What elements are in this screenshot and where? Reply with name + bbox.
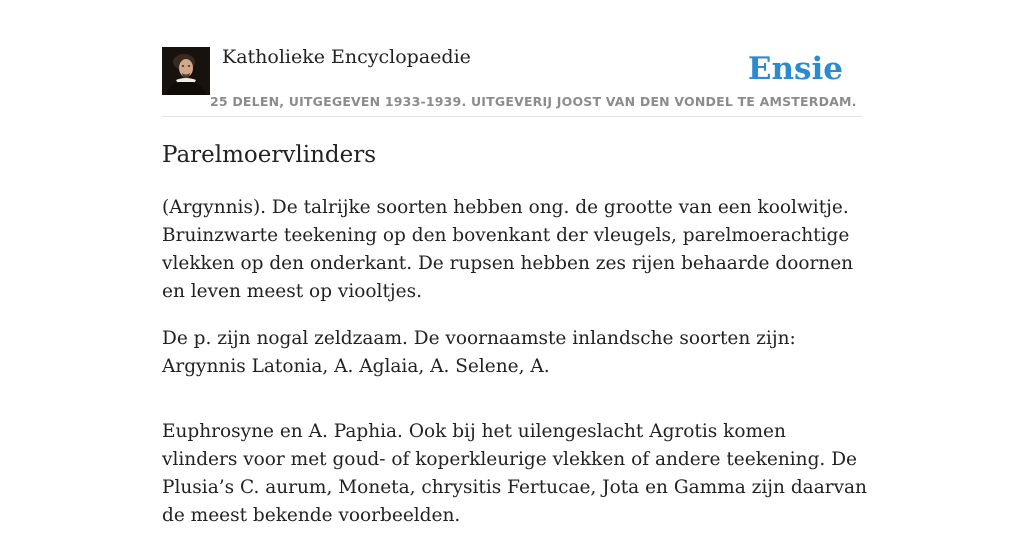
article-paragraph: De p. zijn nogal zeldzaam. De voornaamste inlandsche soorten zijn: Argynnis Latonia, A. Aglaia, A. Selene, A. (162, 328, 796, 377)
source-header (162, 44, 862, 117)
article-paragraph: Euphrosyne en A. Paphia. Ook bij het uilengeslacht Agrotis komen vlinders voor met goud- of koperkleurige vlekken of andere teekening. De Plusia’s C. aurum, Moneta, chrysitis Fertucae, Jota en Gamma zijn daarvan de meest bekende voorbeelden. (162, 421, 867, 526)
portrait-avatar-icon (162, 47, 210, 95)
article-title: Parelmoervlinders (162, 142, 377, 168)
article (162, 138, 867, 549)
source-avatar[interactable] (162, 47, 210, 95)
source-subtitle: 25 DELEN, UITGEGEVEN 1933-1939. UITGEVERIJ JOOST VAN DEN VONDEL TE AMSTERDAM. (210, 94, 857, 109)
ensie-logo-link[interactable]: Ensie (747, 51, 843, 87)
source-title[interactable]: Katholieke Encyclopaedie (222, 46, 471, 68)
article-paragraph: (Argynnis). De talrijke soorten hebben ong. de grootte van een koolwitje. Bruinzwarte teekening op den bovenkant der vleugels, parelmoerachtige vlekken op den onderkant. De rupsen hebben zes rijen behaarde doornen en leven meest op viooltjes. (162, 197, 854, 302)
